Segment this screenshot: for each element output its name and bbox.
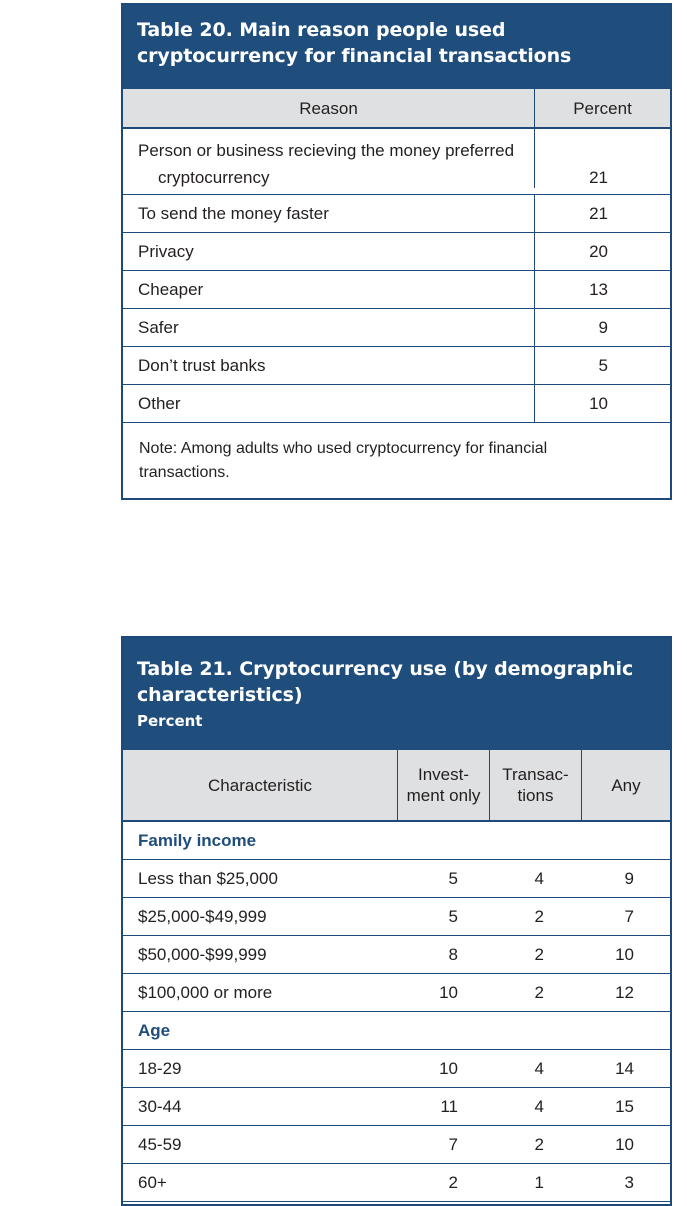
cell-investment: 10 bbox=[439, 982, 458, 1002]
table-21-header bbox=[123, 638, 670, 750]
cell-transactions: 2 bbox=[534, 906, 544, 926]
table-row bbox=[123, 347, 670, 385]
row-label: Other bbox=[123, 385, 535, 422]
table-row bbox=[123, 898, 670, 936]
table-21-column-header bbox=[123, 750, 670, 822]
row-value: 20 bbox=[589, 241, 608, 261]
row-label: Safer bbox=[123, 309, 535, 346]
table-row bbox=[123, 1050, 670, 1088]
cell-investment: 7 bbox=[448, 1134, 458, 1154]
row-value: 13 bbox=[589, 279, 608, 299]
cell-investment: 10 bbox=[439, 1058, 458, 1078]
table-20-column-header bbox=[123, 89, 670, 129]
table-20 bbox=[121, 3, 672, 500]
cell-any: 3 bbox=[624, 1172, 634, 1192]
row-value: 10 bbox=[589, 393, 608, 413]
cell-transactions: 1 bbox=[534, 1172, 544, 1192]
row-label: Don’t trust banks bbox=[123, 347, 535, 384]
table-row bbox=[123, 271, 670, 309]
section-heading: Age bbox=[138, 1020, 171, 1040]
section-row bbox=[123, 1012, 670, 1050]
table-row bbox=[123, 129, 670, 195]
table-row bbox=[123, 860, 670, 898]
cell-transactions: 4 bbox=[534, 1058, 544, 1078]
table-row bbox=[123, 974, 670, 1012]
row-value: 5 bbox=[598, 355, 608, 375]
row-label: 30-44 bbox=[138, 1096, 182, 1116]
row-value: 21 bbox=[589, 203, 608, 223]
table-row bbox=[123, 385, 670, 423]
cell-investment: 11 bbox=[440, 1096, 458, 1116]
column-any: Any bbox=[611, 775, 641, 795]
row-value: 9 bbox=[598, 317, 608, 337]
table-row bbox=[123, 1164, 670, 1202]
row-label: 45-59 bbox=[138, 1134, 182, 1154]
cell-transactions: 2 bbox=[534, 1134, 544, 1154]
cell-any: 9 bbox=[624, 868, 634, 888]
cell-any: 15 bbox=[615, 1096, 634, 1116]
cell-transactions: 4 bbox=[534, 868, 544, 888]
cell-investment: 2 bbox=[448, 1172, 458, 1192]
table-row bbox=[123, 1126, 670, 1164]
row-label: $25,000-$49,999 bbox=[138, 906, 267, 926]
table-row bbox=[123, 309, 670, 347]
row-label: To send the money faster bbox=[123, 195, 535, 232]
cell-investment: 5 bbox=[448, 868, 458, 888]
cell-any: 10 bbox=[615, 944, 634, 964]
table-row bbox=[123, 195, 670, 233]
column-investment-only: Invest- ment only bbox=[398, 750, 490, 820]
row-label: Cheaper bbox=[123, 271, 535, 308]
table-20-title: Table 20. Main reason people used cryptocurrency for financial transactions bbox=[137, 19, 572, 67]
cell-any: 7 bbox=[624, 906, 634, 926]
cell-any: 12 bbox=[615, 982, 634, 1002]
row-label: Less than $25,000 bbox=[138, 868, 278, 888]
section-heading: Family income bbox=[138, 830, 257, 850]
row-label: 18-29 bbox=[138, 1058, 182, 1078]
table-row bbox=[123, 936, 670, 974]
row-label: 60+ bbox=[138, 1172, 167, 1192]
table-row bbox=[123, 1088, 670, 1126]
row-label: $100,000 or more bbox=[138, 982, 273, 1002]
column-characteristic: Characteristic bbox=[123, 750, 398, 820]
cell-any: 14 bbox=[615, 1058, 634, 1078]
cell-any: 10 bbox=[615, 1134, 634, 1154]
table-20-header bbox=[123, 5, 670, 89]
cell-transactions: 4 bbox=[534, 1096, 544, 1116]
cell-investment: 5 bbox=[448, 906, 458, 926]
cell-investment: 8 bbox=[448, 944, 458, 964]
table-row bbox=[123, 233, 670, 271]
row-label: Person or business recieving the money preferred cryptocurrency bbox=[123, 129, 535, 188]
table-20-note: Note: Among adults who used cryptocurrency for financial transactions. bbox=[139, 440, 548, 481]
table-21 bbox=[121, 636, 672, 1206]
table-21-subtitle: Percent bbox=[137, 712, 203, 730]
row-label: Privacy bbox=[123, 233, 535, 270]
row-value: 21 bbox=[589, 168, 608, 187]
column-transactions: Transac- tions bbox=[490, 750, 582, 820]
cell-transactions: 2 bbox=[534, 982, 544, 1002]
row-label: $50,000-$99,999 bbox=[138, 944, 267, 964]
cell-transactions: 2 bbox=[534, 944, 544, 964]
column-reason: Reason bbox=[123, 89, 535, 127]
section-row bbox=[123, 822, 670, 860]
table-21-title: Table 21. Cryptocurrency use (by demographic characteristics) bbox=[137, 658, 634, 706]
column-percent: Percent bbox=[573, 98, 632, 118]
